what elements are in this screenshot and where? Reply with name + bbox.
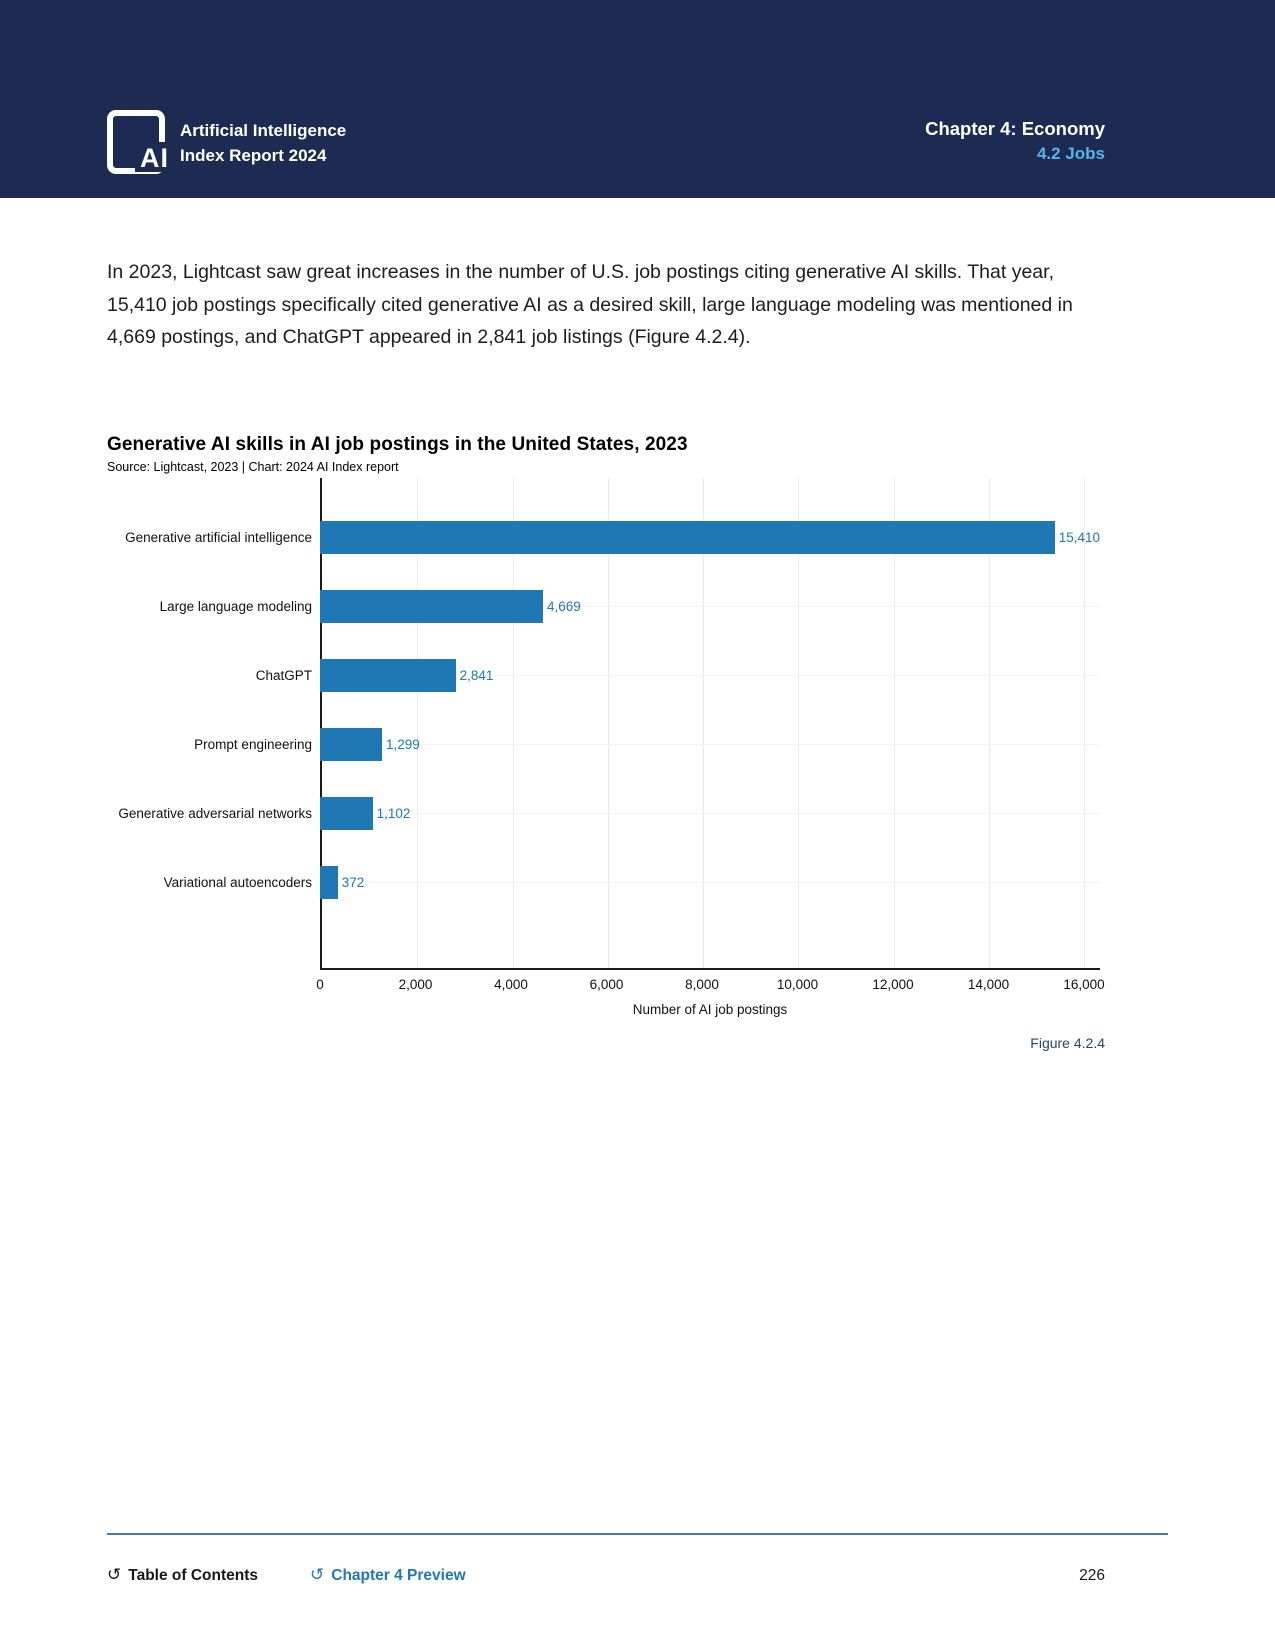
bar [320,521,1055,554]
page-footer [107,1533,1168,1586]
chart-row [107,641,1100,710]
chart-row [107,572,1100,641]
bar [320,590,543,623]
bar-chart [107,478,1100,970]
bar-value-label: 15,410 [1058,529,1100,545]
bar-track [320,779,1100,848]
x-tick-label: 4,000 [494,976,528,992]
bar-track [320,641,1100,710]
logo-monogram: AI [135,142,169,172]
x-tick-label: 0 [316,976,324,992]
x-tick-label: 10,000 [776,976,819,992]
body-paragraph: In 2023, Lightcast saw great increases in the number of U.S. job postings citing generative AI skills. That year, 15,410 job postings specifically cited generative AI as a desired skill, large language modeling was mentioned in 4,669 postings, and ChatGPT appeared in 2,841 job listings (Figure 4.2.4). [107,261,1073,348]
chart-figure [107,434,1168,1051]
page-content [0,256,1275,1051]
chart-row [107,710,1100,779]
back-arrow-icon: ↺ [310,1565,325,1584]
ai-index-brand [107,110,346,174]
x-tick-label: 2,000 [398,976,433,992]
bar-value-label: 1,299 [386,736,420,752]
brand-line2: Index Report 2024 [180,146,327,165]
category-label: ChatGPT [255,667,312,683]
bar-track [320,572,1100,641]
x-tick-label: 8,000 [685,976,719,992]
bar-value-label: 2,841 [459,667,494,683]
chart-row [107,503,1100,572]
bar-track [320,848,1100,917]
category-label: Large language modeling [159,598,312,614]
bar [320,728,382,761]
x-tick-label: 16,000 [1063,976,1105,992]
back-arrow-icon: ↺ [107,1565,122,1584]
bar-value-label: 4,669 [546,598,581,614]
page-number: 226 [1079,1567,1105,1584]
figure-label: Figure 4.2.4 [1030,1034,1105,1051]
chapter-preview-label: Chapter 4 Preview [331,1567,466,1584]
bar-value-label: 372 [341,874,365,890]
gridline [320,813,1100,814]
category-label: Generative adversarial networks [118,805,312,821]
bar [320,659,456,692]
chart-source: Source: Lightcast, 2023 | Chart: 2024 AI Index report [107,459,399,474]
chapter-preview-link[interactable] [310,1566,466,1586]
category-label: Prompt engineering [194,736,312,752]
chapter-title: Chapter 4: Economy [925,118,1105,139]
gridline [320,882,1100,883]
bar [320,797,373,830]
brand-line1: Artificial Intelligence [180,121,347,140]
bar-track [320,503,1100,572]
bar [320,866,338,899]
category-label: Variational autoencoders [163,874,312,890]
page-header [0,0,1275,198]
x-tick-label: 6,000 [589,976,624,992]
bar-value-label: 1,102 [376,805,411,821]
x-tick-label: 14,000 [967,976,1010,992]
gridline [320,744,1100,745]
chart-row [107,848,1100,917]
chart-rows [107,478,1100,917]
bar-track [320,710,1100,779]
x-axis-ticks [316,976,1105,995]
section-title: 4.2 Jobs [1036,144,1105,163]
chart-row [107,779,1100,848]
category-label: Generative artificial intelligence [125,529,312,545]
x-tick-label: 12,000 [872,976,914,992]
x-axis-title: Number of AI job postings [632,1001,788,1017]
chart-title: Generative AI skills in AI job postings in the United States, 2023 [107,433,688,455]
ai-index-logo-icon [107,110,169,174]
table-of-contents-link[interactable] [107,1566,258,1586]
footer-divider [107,1533,1168,1535]
table-of-contents-label: Table of Contents [128,1567,258,1584]
